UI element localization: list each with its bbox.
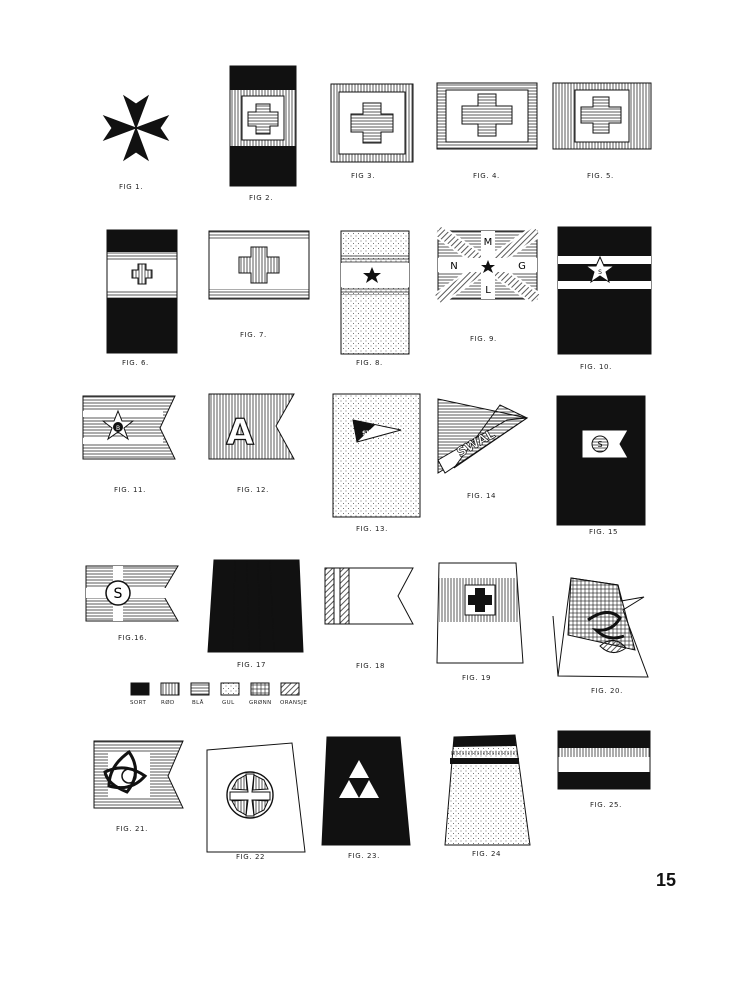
fig16-emblem-letter: S [113,586,123,602]
caption-fig25: FIG. 25. [590,801,622,809]
fig8-flag [341,231,409,354]
fig23-flag [322,737,410,845]
caption-fig14: FIG. 14 [467,492,497,500]
caption-fig15: FIG. 15 [589,528,619,536]
caption-fig6: FIG. 6. [122,359,149,367]
fig12-letter: A [226,412,254,453]
caption-fig5: FIG. 5. [587,172,614,180]
legend-label-black: SORT [130,700,147,706]
fig15-emblem-letter: S [597,440,603,449]
legend-swatch-blue [191,683,209,695]
fig22-flag [207,743,305,852]
color-legend [131,683,299,695]
fig5-flag [553,83,651,149]
caption-fig8: FIG. 8. [356,359,383,367]
fig15-flag [557,396,645,525]
caption-fig17: FIG. 17 [237,661,267,669]
caption-fig16: FIG.16. [118,634,148,642]
caption-fig4: FIG. 4. [473,172,500,180]
fig25-flag [558,731,650,789]
caption-fig23: FIG. 23. [348,852,380,860]
fig20-flag [553,578,648,677]
fig9-letter-l: L [485,285,491,296]
legend-swatch-orange [281,683,299,695]
fig9-flag [438,231,537,299]
caption-fig7: FIG. 7. [240,331,267,339]
legend-label-red: RØD [161,700,175,706]
caption-fig1: FIG 1. [119,183,144,191]
legend-swatch-black [131,683,149,695]
caption-fig11: FIG. 11. [114,486,146,494]
fig2-flag [230,66,296,186]
fig7-flag [209,231,309,299]
fig9-letter-n: N [450,261,458,272]
fig13-flag [333,394,420,517]
fig13-pennant-text: SWAL [361,427,382,438]
fig11-star-letter: B [115,425,121,432]
fig11-flag [83,396,175,459]
caption-fig19: FIG. 19 [462,674,492,682]
fig10-star-letter: S [598,269,602,276]
caption-fig10: FIG. 10. [580,363,612,371]
fig19-flag [437,563,523,663]
fig3-flag [331,84,413,162]
fig12-flag [209,394,294,459]
fig14-pennant-text: SWAL [454,427,498,461]
fig17-flag [208,560,303,652]
fig1-maltese-cross [104,96,168,160]
caption-fig21: FIG. 21. [116,825,148,833]
legend-swatch-yellow [221,683,239,695]
fig16-flag [86,566,178,621]
caption-fig2: FIG 2. [249,194,274,202]
legend-swatch-red [161,683,179,695]
caption-fig20: FIG. 20. [591,687,623,695]
caption-fig18: FIG. 18 [356,662,386,670]
caption-fig3: FIG 3. [351,172,376,180]
fig9-letter-g: G [518,261,526,272]
fig9-letter-m: M [483,237,493,248]
legend-label-blue: BLÅ [192,700,204,706]
legend-label-orange: ORANSJE [280,700,308,706]
caption-fig24: FIG. 24 [472,850,502,858]
fig6-flag [107,230,177,353]
fig18-flag [325,568,413,624]
caption-fig13: FIG. 13. [356,525,388,533]
legend-label-green: GRØNN [249,700,272,706]
fig14-flag [438,399,527,473]
fig4-flag [437,83,537,149]
legend-swatch-green [251,683,269,695]
fig21-flag [94,741,183,808]
caption-fig12: FIG. 12. [237,486,269,494]
caption-fig22: FIG. 22 [236,853,266,861]
fig10-flag [558,227,651,354]
legend-label-yellow: GUL [222,700,235,706]
caption-fig9: FIG. 9. [470,335,497,343]
page-number: 15 [656,870,677,890]
fig24-flag [445,735,530,845]
